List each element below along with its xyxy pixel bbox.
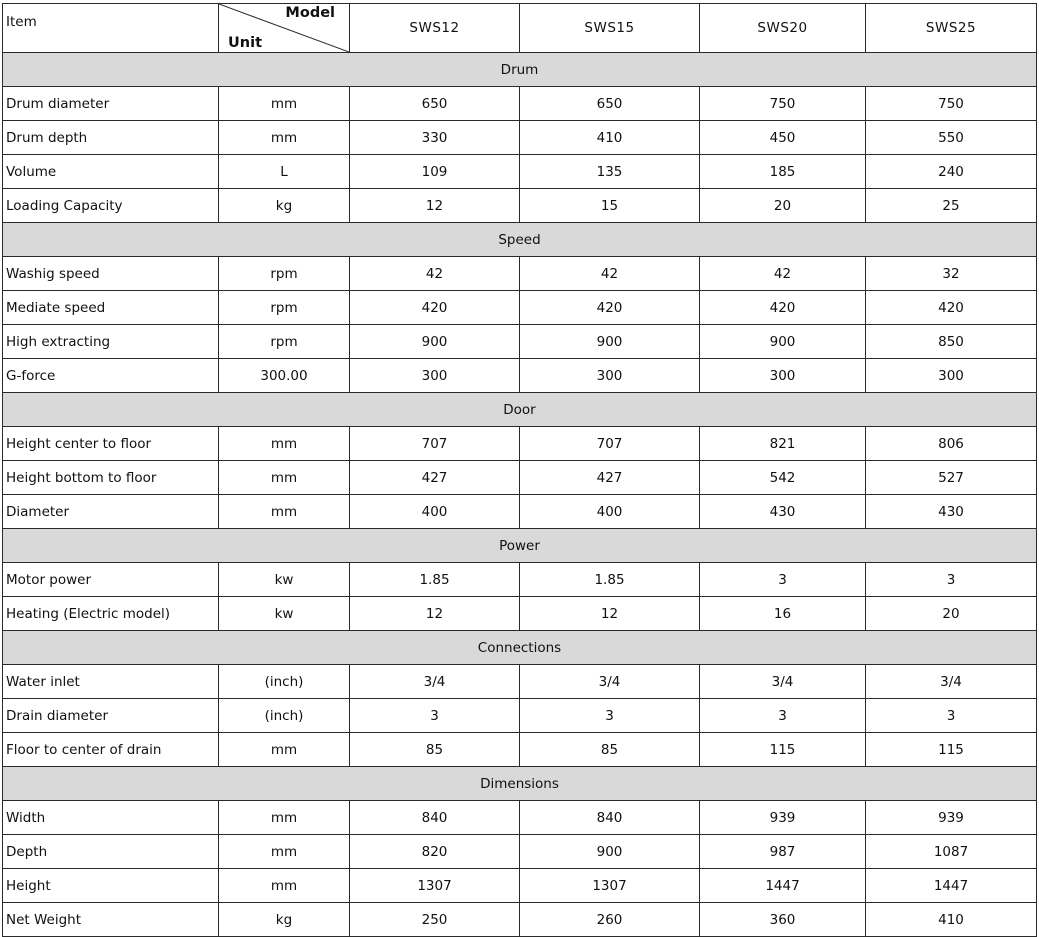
value-cell: 987 (700, 835, 866, 869)
value-cell: 3 (700, 563, 866, 597)
value-cell: 420 (350, 291, 520, 325)
unit-cell: rpm (219, 325, 350, 359)
value-cell: 1.85 (350, 563, 520, 597)
value-cell: 820 (350, 835, 520, 869)
item-cell: Drain diameter (3, 699, 219, 733)
value-cell: 185 (700, 155, 866, 189)
value-cell: 12 (520, 597, 700, 631)
table-row (3, 155, 1037, 189)
value-cell: 840 (350, 801, 520, 835)
unit-cell: kg (219, 903, 350, 937)
item-cell: Loading Capacity (3, 189, 219, 223)
unit-cell: mm (219, 495, 350, 529)
value-cell: 3/4 (350, 665, 520, 699)
value-cell: 900 (520, 325, 700, 359)
table-row (3, 835, 1037, 869)
table-row (3, 801, 1037, 835)
unit-cell: kg (219, 189, 350, 223)
value-cell: 85 (520, 733, 700, 767)
table-row (3, 325, 1037, 359)
table-row (3, 461, 1037, 495)
value-cell: 750 (866, 87, 1037, 121)
value-cell: 1447 (866, 869, 1037, 903)
unit-cell: mm (219, 733, 350, 767)
value-cell: 115 (866, 733, 1037, 767)
value-cell: 939 (700, 801, 866, 835)
section-header-row (3, 767, 1037, 801)
item-cell: Height center to floor (3, 427, 219, 461)
unit-cell: kw (219, 597, 350, 631)
value-cell: 1.85 (520, 563, 700, 597)
table-row (3, 495, 1037, 529)
item-cell: Water inlet (3, 665, 219, 699)
item-cell: Heating (Electric model) (3, 597, 219, 631)
value-cell: 850 (866, 325, 1037, 359)
value-cell: 1447 (700, 869, 866, 903)
value-cell: 840 (520, 801, 700, 835)
spec-table (2, 3, 1037, 937)
unit-cell: L (219, 155, 350, 189)
table-row (3, 291, 1037, 325)
item-cell: G-force (3, 359, 219, 393)
table-row (3, 359, 1037, 393)
value-cell: 42 (350, 257, 520, 291)
value-cell: 420 (520, 291, 700, 325)
section-header-row (3, 393, 1037, 427)
table-row (3, 121, 1037, 155)
unit-label: Unit (228, 35, 262, 51)
value-cell: 542 (700, 461, 866, 495)
item-cell: Drum diameter (3, 87, 219, 121)
item-cell: Net Weight (3, 903, 219, 937)
unit-cell: 300.00 (219, 359, 350, 393)
value-cell: 20 (700, 189, 866, 223)
value-cell: 3/4 (520, 665, 700, 699)
table-row (3, 189, 1037, 223)
value-cell: 300 (520, 359, 700, 393)
model-header: SWS12 (350, 4, 520, 53)
value-cell: 450 (700, 121, 866, 155)
unit-cell: mm (219, 87, 350, 121)
value-cell: 400 (350, 495, 520, 529)
value-cell: 3 (520, 699, 700, 733)
item-cell: Height bottom to floor (3, 461, 219, 495)
item-cell: Diameter (3, 495, 219, 529)
table-row (3, 257, 1037, 291)
value-cell: 20 (866, 597, 1037, 631)
value-cell: 42 (700, 257, 866, 291)
unit-cell: mm (219, 835, 350, 869)
value-cell: 1307 (520, 869, 700, 903)
value-cell: 750 (700, 87, 866, 121)
item-cell: Motor power (3, 563, 219, 597)
value-cell: 410 (866, 903, 1037, 937)
value-cell: 3/4 (866, 665, 1037, 699)
item-cell: Height (3, 869, 219, 903)
value-cell: 85 (350, 733, 520, 767)
value-cell: 400 (520, 495, 700, 529)
table-row (3, 597, 1037, 631)
value-cell: 900 (350, 325, 520, 359)
value-cell: 427 (520, 461, 700, 495)
value-cell: 3 (866, 699, 1037, 733)
spec-table-body (3, 4, 1037, 937)
value-cell: 300 (700, 359, 866, 393)
unit-cell: (inch) (219, 665, 350, 699)
value-cell: 115 (700, 733, 866, 767)
unit-cell: mm (219, 427, 350, 461)
header-row (3, 4, 1037, 53)
table-row (3, 87, 1037, 121)
section-title: Connections (3, 631, 1037, 665)
section-header-row (3, 631, 1037, 665)
value-cell: 330 (350, 121, 520, 155)
value-cell: 430 (700, 495, 866, 529)
unit-cell: (inch) (219, 699, 350, 733)
value-cell: 939 (866, 801, 1037, 835)
value-cell: 250 (350, 903, 520, 937)
value-cell: 3/4 (700, 665, 866, 699)
section-title: Door (3, 393, 1037, 427)
unit-cell: mm (219, 121, 350, 155)
unit-cell: rpm (219, 291, 350, 325)
table-row (3, 869, 1037, 903)
value-cell: 900 (700, 325, 866, 359)
value-cell: 360 (700, 903, 866, 937)
value-cell: 420 (866, 291, 1037, 325)
section-title: Dimensions (3, 767, 1037, 801)
model-header: SWS20 (700, 4, 866, 53)
value-cell: 300 (866, 359, 1037, 393)
item-cell: Volume (3, 155, 219, 189)
value-cell: 300 (350, 359, 520, 393)
unit-cell: kw (219, 563, 350, 597)
value-cell: 427 (350, 461, 520, 495)
model-label: Model (285, 5, 335, 21)
value-cell: 550 (866, 121, 1037, 155)
table-row (3, 563, 1037, 597)
table-row (3, 427, 1037, 461)
value-cell: 420 (700, 291, 866, 325)
value-cell: 135 (520, 155, 700, 189)
model-header: SWS25 (866, 4, 1037, 53)
item-cell: Drum depth (3, 121, 219, 155)
item-header: Item (3, 4, 219, 53)
value-cell: 650 (350, 87, 520, 121)
item-cell: Width (3, 801, 219, 835)
value-cell: 109 (350, 155, 520, 189)
unit-cell: mm (219, 869, 350, 903)
section-title: Power (3, 529, 1037, 563)
value-cell: 1087 (866, 835, 1037, 869)
unit-cell: mm (219, 461, 350, 495)
value-cell: 527 (866, 461, 1037, 495)
value-cell: 1307 (350, 869, 520, 903)
value-cell: 16 (700, 597, 866, 631)
value-cell: 650 (520, 87, 700, 121)
value-cell: 806 (866, 427, 1037, 461)
value-cell: 42 (520, 257, 700, 291)
value-cell: 900 (520, 835, 700, 869)
section-header-row (3, 529, 1037, 563)
unit-cell: rpm (219, 257, 350, 291)
item-cell: Depth (3, 835, 219, 869)
value-cell: 260 (520, 903, 700, 937)
item-cell: Mediate speed (3, 291, 219, 325)
value-cell: 25 (866, 189, 1037, 223)
section-title: Drum (3, 53, 1037, 87)
value-cell: 707 (350, 427, 520, 461)
section-title: Speed (3, 223, 1037, 257)
value-cell: 32 (866, 257, 1037, 291)
value-cell: 707 (520, 427, 700, 461)
model-unit-header (219, 4, 350, 53)
section-header-row (3, 53, 1037, 87)
item-cell: Floor to center of drain (3, 733, 219, 767)
value-cell: 12 (350, 597, 520, 631)
section-header-row (3, 223, 1037, 257)
item-cell: Washig speed (3, 257, 219, 291)
value-cell: 3 (866, 563, 1037, 597)
value-cell: 3 (350, 699, 520, 733)
value-cell: 240 (866, 155, 1037, 189)
value-cell: 3 (700, 699, 866, 733)
item-cell: High extracting (3, 325, 219, 359)
table-row (3, 903, 1037, 937)
value-cell: 821 (700, 427, 866, 461)
value-cell: 12 (350, 189, 520, 223)
table-row (3, 665, 1037, 699)
table-row (3, 699, 1037, 733)
value-cell: 410 (520, 121, 700, 155)
table-row (3, 733, 1037, 767)
value-cell: 430 (866, 495, 1037, 529)
model-header: SWS15 (520, 4, 700, 53)
value-cell: 15 (520, 189, 700, 223)
unit-cell: mm (219, 801, 350, 835)
